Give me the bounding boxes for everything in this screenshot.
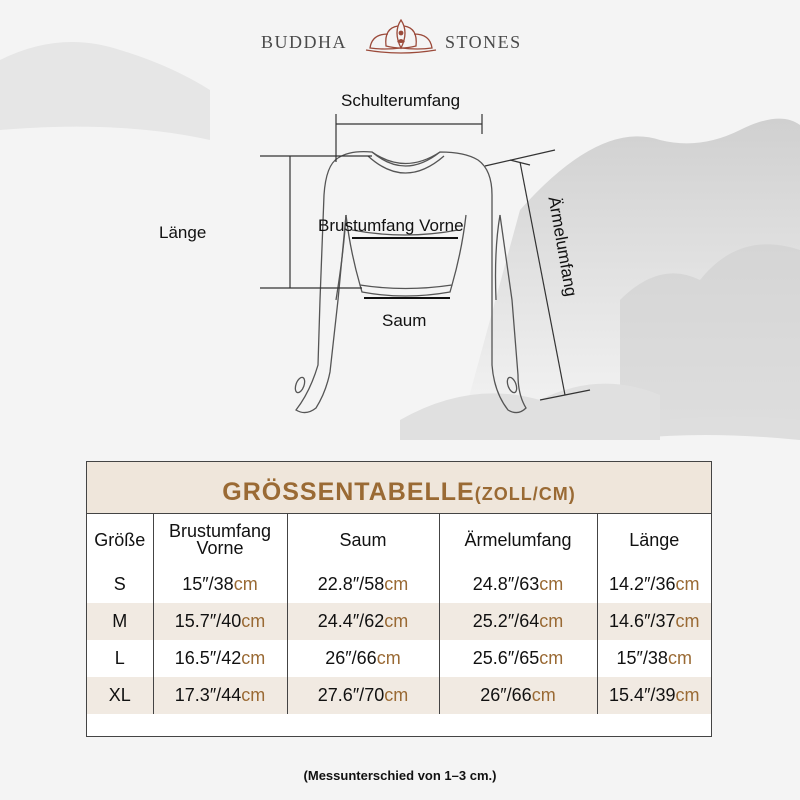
- unit-text: cm: [667, 648, 692, 668]
- label-length: Länge: [159, 223, 207, 242]
- label-sleeve: Ärmelumfang: [544, 195, 581, 298]
- value-cell: [439, 640, 597, 677]
- value-text: 15.4″/39: [609, 685, 676, 705]
- value-cell: [597, 640, 711, 677]
- value-cell: [439, 566, 597, 603]
- value-text: 14.2″/36: [609, 574, 676, 594]
- brand-name-right: STONES: [445, 32, 522, 52]
- value-cell: [287, 603, 439, 640]
- unit-text: cm: [241, 611, 266, 631]
- value-cell: [597, 603, 711, 640]
- value-text: 14.6″/37: [609, 611, 676, 631]
- value-cell: [597, 566, 711, 603]
- size-chart-title: [87, 462, 711, 514]
- header-length: Länge: [597, 514, 711, 566]
- value-text: 26″/66: [480, 685, 532, 705]
- value-text: 22.8″/58: [317, 574, 385, 594]
- table-row: [87, 640, 711, 677]
- unit-text: cm: [531, 685, 556, 705]
- value-cell: [597, 677, 711, 714]
- measurement-note: (Messunterschied von 1–3 cm.): [303, 768, 497, 783]
- value-text: 26″/66: [325, 648, 377, 668]
- unit-text: cm: [539, 648, 564, 668]
- table-row: [87, 566, 711, 603]
- value-text: 15″/38: [182, 574, 234, 594]
- size-table: [87, 514, 711, 714]
- value-text: 16.5″/42: [174, 648, 242, 668]
- unit-text: cm: [241, 648, 266, 668]
- value-text: 24.8″/63: [472, 574, 540, 594]
- size-cell: M: [87, 603, 153, 640]
- value-cell: [153, 640, 287, 677]
- unit-text: cm: [241, 685, 266, 705]
- value-text: 27.6″/70: [317, 685, 385, 705]
- value-cell: [439, 603, 597, 640]
- header-hem: Saum: [287, 514, 439, 566]
- header-chest: Brustumfang Vorne: [153, 514, 287, 566]
- table-row: [87, 603, 711, 640]
- value-text: 15″/38: [616, 648, 668, 668]
- unit-text: cm: [384, 685, 409, 705]
- value-text: 25.6″/65: [472, 648, 540, 668]
- value-cell: [153, 566, 287, 603]
- unit-text: cm: [384, 611, 409, 631]
- value-cell: [287, 566, 439, 603]
- value-cell: [439, 677, 597, 714]
- unit-text: cm: [539, 574, 564, 594]
- value-cell: [287, 677, 439, 714]
- value-cell: [153, 677, 287, 714]
- label-chest: Brustumfang Vorne: [318, 216, 464, 235]
- size-cell: L: [114, 648, 125, 668]
- unit-text: cm: [675, 574, 700, 594]
- unit-text: cm: [675, 611, 700, 631]
- value-text: 25.2″/64: [472, 611, 540, 631]
- unit-text: cm: [376, 648, 401, 668]
- value-text: 24.4″/62: [317, 611, 385, 631]
- table-row: [87, 677, 711, 714]
- table-header-row: [87, 514, 711, 566]
- label-shoulder: Schulterumfang: [341, 91, 461, 110]
- unit-text: cm: [539, 611, 564, 631]
- size-chart-unit: (ZOLL/CM): [474, 484, 576, 504]
- size-cell: XL: [87, 677, 153, 714]
- unit-text: cm: [233, 574, 258, 594]
- label-hem: Saum: [382, 311, 427, 330]
- measure-lines: [260, 114, 590, 400]
- value-text: 15.7″/40: [174, 611, 242, 631]
- unit-text: cm: [384, 574, 409, 594]
- size-chart: [86, 461, 712, 737]
- header-sleeve: Ärmelumfang: [439, 514, 597, 566]
- size-cell: S: [113, 574, 126, 594]
- value-text: 17.3″/44: [174, 685, 242, 705]
- value-cell: [287, 640, 439, 677]
- value-cell: [153, 603, 287, 640]
- brand-name-left: BUDDHA: [261, 32, 348, 52]
- size-chart-title-text: GRÖSSENTABELLE: [222, 478, 475, 506]
- header-size: Größe: [94, 529, 146, 550]
- unit-text: cm: [675, 685, 700, 705]
- shirt-outline: [294, 152, 526, 413]
